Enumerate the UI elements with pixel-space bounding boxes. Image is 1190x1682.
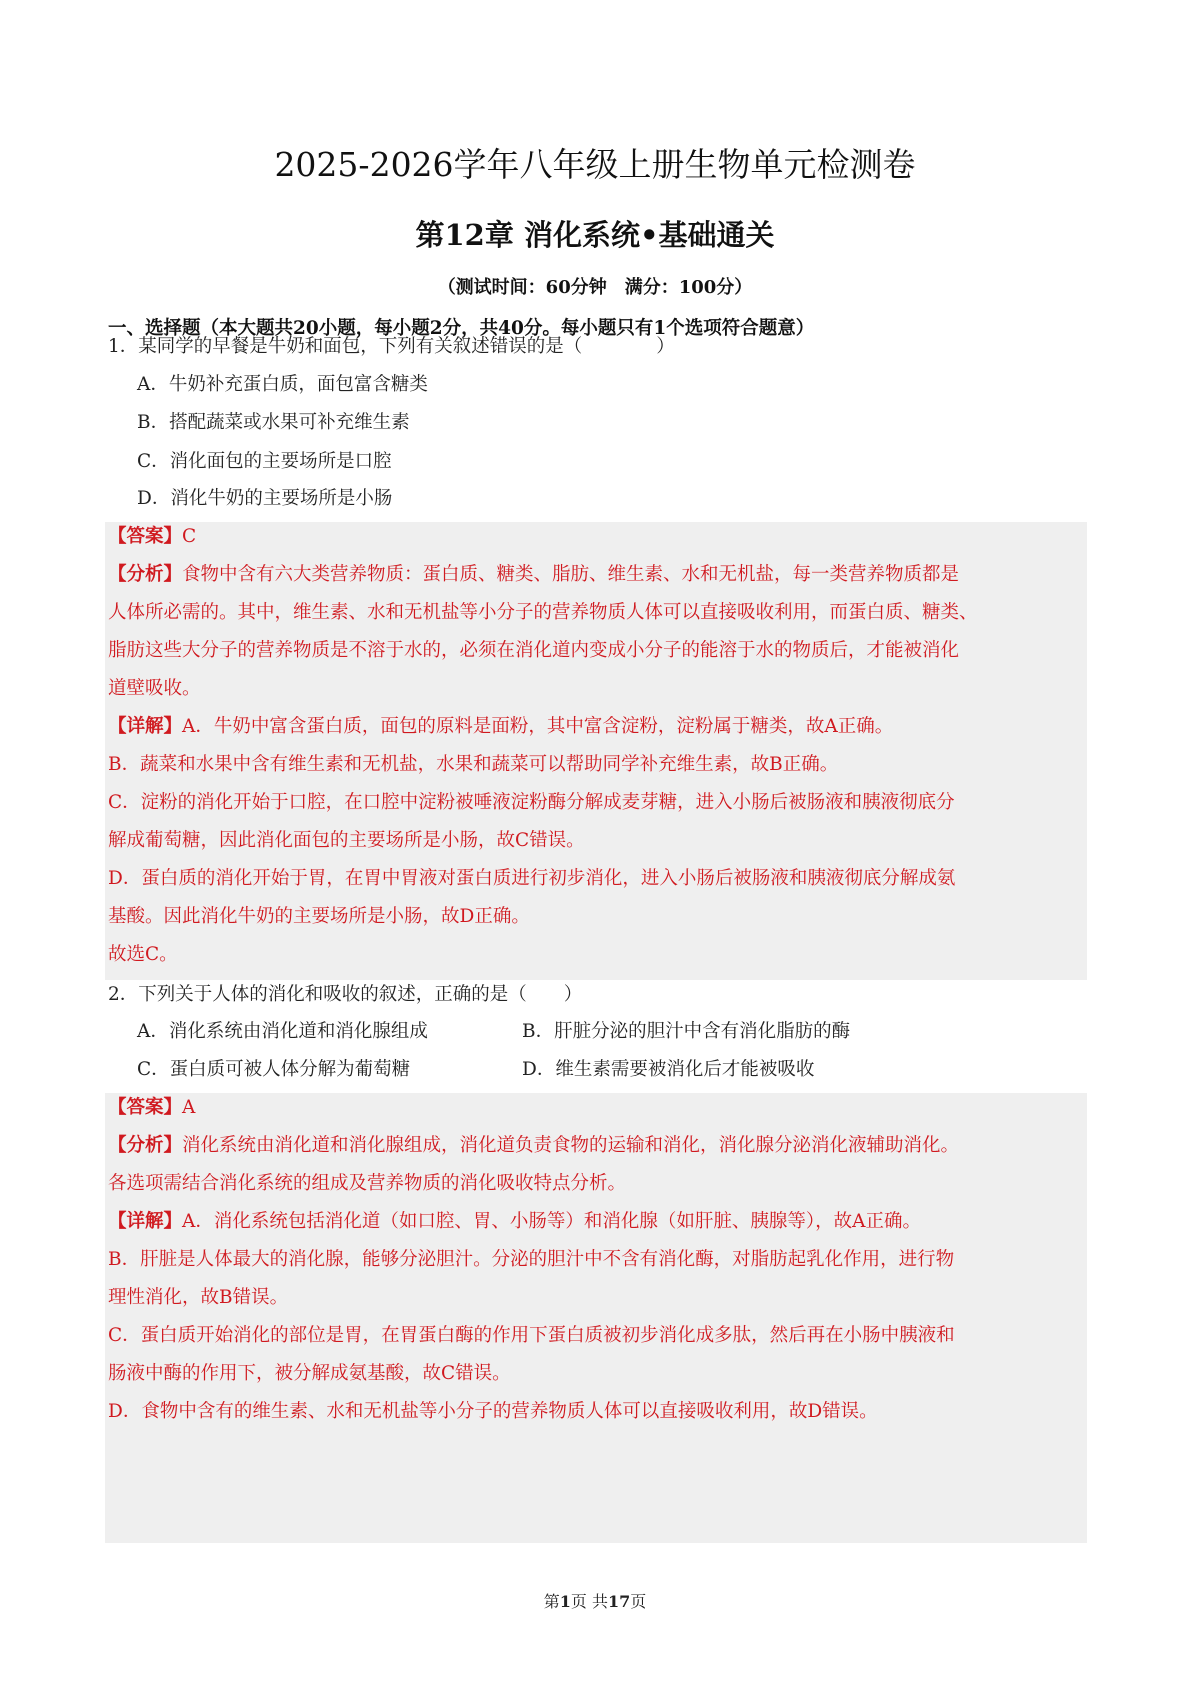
analysis-tag: 【分析】 bbox=[108, 564, 183, 585]
question-2-detail-line: 理性消化，故B错误。 bbox=[108, 1287, 289, 1308]
question-2-detail-line: 肠液中酶的作用下，被分解成氨基酸，故C错误。 bbox=[108, 1363, 511, 1384]
answer-tag: 【答案】 bbox=[108, 1097, 183, 1118]
question-2-stem: 2．下列关于人体的消化和吸收的叙述，正确的是（ ） bbox=[108, 984, 583, 1005]
answer-value: A bbox=[182, 1097, 196, 1118]
total-page-number: 17 bbox=[607, 1592, 631, 1611]
question-1-option-b: B．搭配蔬菜或水果可补充维生素 bbox=[137, 412, 410, 433]
page-footer: 第1页 共17页 bbox=[543, 1592, 647, 1611]
question-1-option-d: D．消化牛奶的主要场所是小肠 bbox=[137, 488, 393, 509]
question-1-detail-line: 【详解】A．牛奶中富含蛋白质，面包的原料是面粉，其中富含淀粉，淀粉属于糖类，故A正确。 bbox=[108, 716, 894, 737]
question-2-option-a: A．消化系统由消化道和消化腺组成 bbox=[137, 1021, 428, 1042]
analysis-tag: 【分析】 bbox=[108, 1135, 183, 1156]
question-1-analysis-line: 脂肪这些大分子的营养物质是不溶于水的，必须在消化道内变成小分子的能溶于水的物质后，才能被消化 bbox=[108, 640, 960, 661]
answer-tag: 【答案】 bbox=[108, 526, 183, 547]
question-1-option-a: A．牛奶补充蛋白质，面包富含糖类 bbox=[137, 374, 428, 395]
question-1-detail-line: D．蛋白质的消化开始于胃，在胃中胃液对蛋白质进行初步消化，进入小肠后被肠液和胰液彻底分解成氨 bbox=[108, 868, 956, 889]
question-2-analysis-line: 各选项需结合消化系统的组成及营养物质的消化吸收特点分析。 bbox=[108, 1173, 627, 1194]
question-2-option-d: D．维生素需要被消化后才能被吸收 bbox=[522, 1059, 815, 1080]
detail-tag: 【详解】 bbox=[108, 716, 183, 737]
question-2-detail-line: B．肝脏是人体最大的消化腺，能够分泌胆汁。分泌的胆汁中不含有消化酶，对脂肪起乳化作用，进行物 bbox=[108, 1249, 955, 1270]
question-1-analysis-line: 人体所必需的。其中，维生素、水和无机盐等小分子的营养物质人体可以直接吸收利用，而蛋白质、糖类、 bbox=[108, 602, 978, 623]
question-1-detail-line: 基酸。因此消化牛奶的主要场所是小肠，故D正确。 bbox=[108, 906, 530, 927]
question-1-stem: 1．某同学的早餐是牛奶和面包，下列有关叙述错误的是（ ） bbox=[108, 336, 675, 357]
question-1-analysis-line: 【分析】食物中含有六大类营养物质：蛋白质、糖类、脂肪、维生素、水和无机盐，每一类营养物质都是 bbox=[108, 564, 960, 585]
exam-title: 2025-2026学年八年级上册生物单元检测卷 bbox=[274, 145, 916, 184]
question-2-detail-line: C．蛋白质开始消化的部位是胃，在胃蛋白酶的作用下蛋白质被初步消化成多肽，然后再在小肠中胰液和 bbox=[108, 1325, 955, 1346]
question-1-answer bbox=[108, 522, 196, 552]
question-1-analysis-line: 道壁吸收。 bbox=[108, 678, 201, 699]
question-1-conclusion: 故选C。 bbox=[108, 944, 178, 965]
exam-meta: （测试时间：60分钟 满分：100分） bbox=[437, 277, 753, 298]
question-1-detail-line: 解成葡萄糖，因此消化面包的主要场所是小肠，故C错误。 bbox=[108, 830, 585, 851]
section-heading: 一、选择题（本大题共20小题，每小题2分，共40分。每小题只有1个选项符合题意） bbox=[108, 318, 815, 339]
answer-value: C bbox=[182, 526, 197, 547]
question-2-detail-line: 【详解】A．消化系统包括消化道（如口腔、胃、小肠等）和消化腺（如肝脏、胰腺等），故A正确。 bbox=[108, 1211, 921, 1232]
question-2-detail-line: D．食物中含有的维生素、水和无机盐等小分子的营养物质人体可以直接吸收利用，故D错误。 bbox=[108, 1401, 878, 1422]
question-2-answer bbox=[108, 1093, 195, 1123]
question-2-option-c: C．蛋白质可被人体分解为葡萄糖 bbox=[137, 1059, 411, 1080]
question-1-detail-line: B．蔬菜和水果中含有维生素和无机盐，水果和蔬菜可以帮助同学补充维生素，故B正确。 bbox=[108, 754, 839, 775]
question-2-option-b: B．肝脏分泌的胆汁中含有消化脂肪的酶 bbox=[522, 1021, 851, 1042]
question-2-analysis-line: 【分析】消化系统由消化道和消化腺组成，消化道负责食物的运输和消化，消化腺分泌消化液辅助消化。 bbox=[108, 1135, 960, 1156]
question-1-detail-line: C．淀粉的消化开始于口腔，在口腔中淀粉被唾液淀粉酶分解成麦芽糖，进入小肠后被肠液和胰液彻底分 bbox=[108, 792, 955, 813]
current-page-number: 1 bbox=[559, 1592, 571, 1611]
detail-tag: 【详解】 bbox=[108, 1211, 183, 1232]
chapter-subtitle: 第12章 消化系统•基础通关 bbox=[415, 218, 775, 252]
question-1-option-c: C．消化面包的主要场所是口腔 bbox=[137, 451, 392, 472]
